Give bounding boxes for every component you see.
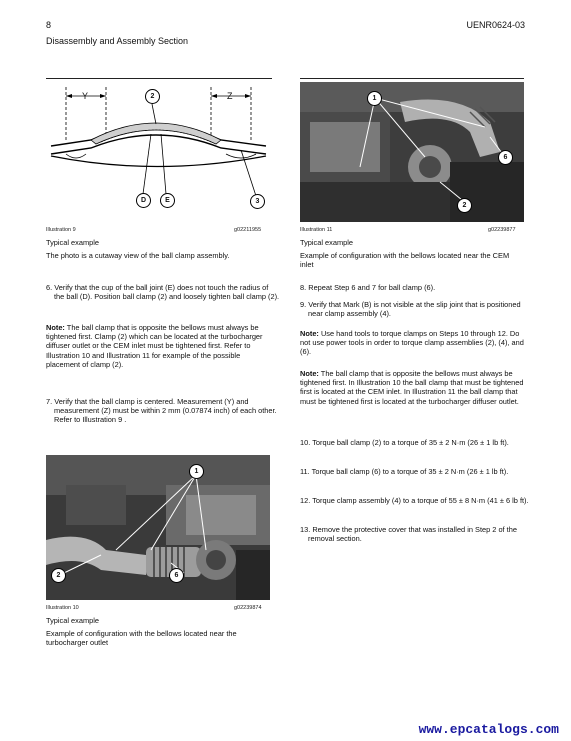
step-12-text: Torque clamp assembly (4) to a torque of 55 ± 8 N·m (41 ± 6 lb ft).: [312, 496, 529, 505]
illustration-10-label: Illustration 10: [46, 605, 79, 611]
illustration-11-description: Example of configuration with the bellows located near the CEM inlet: [300, 251, 510, 270]
step-7: [46, 397, 280, 425]
illustration-9-diagram: [46, 82, 272, 222]
callout-1: 1: [189, 464, 204, 479]
illustration-9-title: Typical example: [46, 238, 99, 247]
note-3: [300, 369, 524, 406]
illustration-11-code: g02239877: [488, 227, 516, 233]
step-11-text: Torque ball clamp (6) to a torque of 35 ± 2 N·m (26 ± 1 lb ft).: [311, 467, 509, 476]
illustration-11-label: Illustration 11: [300, 227, 333, 233]
step-7-text: Verify that the ball clamp is centered. Measurement (Y) and measurement (Z) must be within 2 mm (0.07874 inch) of each other. Refer to Illustration 9 .: [54, 397, 277, 425]
page-number: 8: [46, 20, 52, 30]
step-6-number: 6.: [46, 283, 53, 292]
step-13-text: Remove the protective cover that was installed in Step 2 of the removal section.: [308, 525, 517, 544]
engine-cem-inlet-svg: [300, 82, 524, 222]
callout-e: E: [160, 193, 175, 208]
illustration-10-title: Typical example: [46, 616, 99, 625]
step-12-number: 12.: [300, 496, 311, 505]
note-3-label: Note:: [300, 369, 319, 378]
callout-2: 2: [145, 89, 160, 104]
doc-id: UENR0624-03: [466, 20, 525, 30]
note-3-text: The ball clamp that is opposite the bellows must always be tightened first. In Illustration 10 the ball clamp that must be tightened first is located at the CEM inlet. In Illustration 11 the ball clamp that must be tightened first is located at the turbocharger diffuser outlet.: [300, 369, 524, 406]
illustration-11-photo: [300, 82, 524, 222]
illustration-9-code: g02211955: [234, 227, 262, 233]
step-11: [300, 467, 532, 476]
step-7-number: 7.: [46, 397, 53, 406]
callout-1: 1: [367, 91, 382, 106]
right-column-rule: [300, 78, 524, 79]
callout-6: 6: [498, 150, 513, 165]
step-11-number: 11.: [300, 467, 310, 476]
note-1-text: The ball clamp that is opposite the bellows must always be tightened first. Clamp (2) which can be located at the turbocharger diffuser outlet or the CEM inlet must be tightened first. Refer to Illustration 10 and Illustration 11 for example of the possible placement of clamp (2).: [46, 323, 263, 369]
note-1-label: Note:: [46, 323, 65, 332]
note-2: [300, 329, 524, 357]
illustration-11-title: Typical example: [300, 238, 353, 247]
step-13-number: 13.: [300, 525, 311, 534]
step-8: [300, 283, 532, 292]
step-12: [300, 496, 532, 505]
step-10-number: 10.: [300, 438, 311, 447]
step-9-number: 9.: [300, 300, 307, 309]
note-2-label: Note:: [300, 329, 319, 338]
step-10: [300, 438, 532, 447]
illustration-10-photo: [46, 455, 270, 600]
illustration-9-description: The photo is a cutaway view of the ball clamp assembly.: [46, 251, 230, 260]
section-title: Disassembly and Assembly Section: [46, 36, 189, 46]
step-8-number: 8.: [300, 283, 307, 292]
step-9-text: Verify that Mark (B) is not visible at the slip joint that is positioned near clamp assembly (4).: [308, 300, 521, 319]
illustration-10-code: g02239874: [234, 605, 262, 611]
step-6-text: Verify that the cup of the ball joint (E) does not touch the radius of the ball (D). Position ball clamp (2) and loosely tighten ball clamp (2).: [54, 283, 280, 302]
ball-clamp-cutaway-svg: [46, 82, 272, 222]
note-1: [46, 323, 272, 369]
step-6: [46, 283, 280, 301]
step-10-text: Torque ball clamp (2) to a torque of 35 ± 2 N·m (26 ± 1 lb ft).: [312, 438, 509, 447]
dimension-y-label: Y: [82, 91, 89, 101]
callout-2: 2: [457, 198, 472, 213]
callout-d: D: [136, 193, 151, 208]
step-13: [300, 525, 532, 543]
step-8-text: Repeat Step 6 and 7 for ball clamp (6).: [308, 283, 436, 292]
left-column-rule: [46, 78, 272, 79]
note-2-text: Use hand tools to torque clamps on Steps 10 through 12. Do not use power tools in order to torque clamp assemblies (2), (4), and (6).: [300, 329, 524, 357]
illustration-10-description: Example of configuration with the bellows located near the turbocharger outlet: [46, 629, 237, 648]
website-link[interactable]: www.epcatalogs.com: [418, 722, 559, 737]
callout-2: 2: [51, 568, 66, 583]
dimension-z-label: Z: [227, 91, 233, 101]
step-9: [300, 300, 532, 318]
illustration-9-label: Illustration 9: [46, 227, 76, 233]
engine-turbo-outlet-svg: [46, 455, 270, 600]
callout-3: 3: [250, 194, 265, 209]
callout-6: 6: [169, 568, 184, 583]
